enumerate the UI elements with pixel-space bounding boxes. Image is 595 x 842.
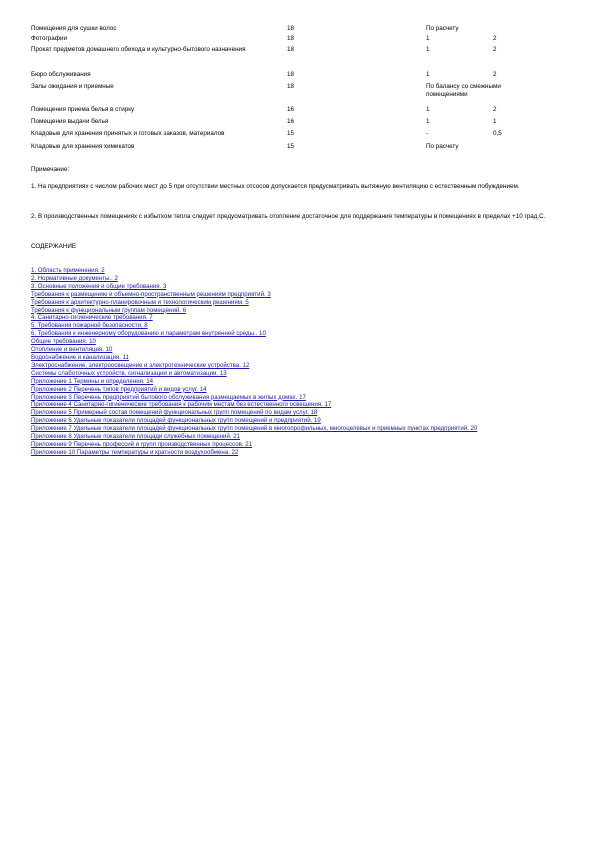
- exchange-value: 1: [426, 35, 430, 42]
- toc-link[interactable]: 3. Основные положения и общие требования. 3: [31, 282, 167, 290]
- toc-link[interactable]: Требования к архитектурно-планировочным и технологическим решениям. 5: [31, 298, 249, 306]
- exchange-value: 1: [426, 118, 430, 125]
- toc-link[interactable]: Приложение 9 Перечень профессий и групп производственных процессов. 21: [31, 440, 253, 448]
- toc-link[interactable]: Общие требования. 10: [31, 338, 96, 346]
- note-1: 1. На предприятиях с числом рабочих мест до 5 при отсутствии местных отсосов допускается предусматривать вытяжную вентиляцию с естественным побуждением.: [31, 183, 520, 190]
- toc-link[interactable]: Требования к функциональным группам помещений. 6: [31, 306, 187, 314]
- toc-heading: СОДЕРЖАНИЕ: [31, 243, 77, 250]
- room-name: Фотографии: [31, 35, 67, 42]
- toc-link[interactable]: Приложение 6 Удельные показатели площадей функциональных групп помещений и предприятий. 19: [31, 417, 321, 425]
- exchange-value: 1: [426, 71, 430, 78]
- exchange-value: По расчету: [426, 143, 459, 150]
- toc-link[interactable]: Приложение 10 Параметры температуры и кратности воздухообмена. 22: [31, 448, 239, 456]
- exchange-value-2: 2: [493, 71, 497, 78]
- temperature-value: 16: [287, 118, 295, 125]
- room-name: Прокат предметов домашнего обихода и культурно-бытового назначения: [31, 46, 246, 53]
- temperature-value: 16: [287, 106, 295, 113]
- exchange-value: По расчету: [426, 25, 459, 32]
- temperature-value: 18: [287, 35, 295, 42]
- exchange-value: 1: [426, 46, 430, 53]
- toc-link[interactable]: 4. Санитарно-гигиенические требования. 7: [31, 314, 153, 322]
- toc-link[interactable]: Приложение 3 Перечень предприятий бытового обслуживания размещаемых в жилых домах. 17: [31, 393, 306, 401]
- exchange-value: 1: [426, 106, 430, 113]
- toc-link[interactable]: 2. Нормативные документы.. 2: [31, 274, 118, 282]
- exchange-value-2: 0,5: [493, 130, 502, 137]
- temperature-value: 18: [287, 71, 295, 78]
- room-name: Бюро обслуживания: [31, 71, 91, 78]
- room-name: Помещения для сушки волос: [31, 25, 117, 32]
- temperature-value: 18: [287, 83, 295, 90]
- temperature-value: 15: [287, 130, 295, 137]
- exchange-value-2: 2: [493, 35, 497, 42]
- room-name: Кладовые для хранения химикатов: [31, 143, 135, 150]
- exchange-value-2: 2: [493, 106, 497, 113]
- temperature-value: 18: [287, 25, 295, 32]
- toc-link[interactable]: Водоснабжение и канализация. 11: [31, 353, 129, 361]
- note-2: 2. В производственных помещениях с избытком тепла следует предусматривать отопление достаточное для поддержания температуры в помещениях в пределах +10 град.С.: [31, 213, 546, 220]
- temperature-value: 18: [287, 46, 295, 53]
- toc-link[interactable]: Приложение 7 Удельные показатели площадей функциональных групп помещений в многопрофильных, многоцелевых и приемных пунктах предприятий. 20: [31, 425, 478, 433]
- toc-link[interactable]: Приложение 1 Термины и определения. 14: [31, 377, 154, 385]
- toc-link[interactable]: 1. Область применения. 2: [31, 267, 105, 274]
- temperature-value: 15: [287, 143, 295, 150]
- notes-heading: Примечание:: [31, 166, 70, 173]
- room-name: Кладовые для хранения принятых и готовых заказов, материалов: [31, 130, 225, 137]
- toc-link[interactable]: Требования к размещению и объемно-пространственным решениям предприятий. 3: [31, 290, 271, 298]
- exchange-value: -: [426, 130, 429, 137]
- toc-link[interactable]: Отопление и вентиляция. 10: [31, 346, 113, 354]
- toc-link[interactable]: Приложение 5 Примерный состав помещений функциональных групп помещений по видам услуг. 18: [31, 409, 318, 417]
- toc-link[interactable]: Электроснабжение, электроосвещение и электротехнические устройства. 12: [31, 361, 250, 369]
- room-name: Залы ожидания и приемные: [31, 83, 114, 90]
- toc-link[interactable]: Приложение 4 Санитарно-гигиенические требования к рабочим местам без естественного освещения. 17: [31, 401, 332, 409]
- exchange-value-2: 2: [493, 46, 497, 53]
- table-of-contents: [31, 267, 551, 457]
- room-name: Помещения выдачи белья: [31, 118, 109, 125]
- toc-link[interactable]: Приложение 2 Перечень типов предприятий и видов услуг. 14: [31, 385, 207, 393]
- exchange-value: По балансу со смежными помещениями: [426, 83, 501, 98]
- toc-link[interactable]: 6. Требования к инженерному оборудованию и параметрам внутренней среды.. 10: [31, 330, 266, 338]
- exchange-value-2: 1: [493, 118, 497, 125]
- room-name: Помещения приема белья в стирку: [31, 106, 135, 113]
- toc-link[interactable]: 5. Требования пожарной безопасности. 8: [31, 322, 148, 330]
- toc-link[interactable]: Приложение 8 Удельные показатели площади служебных помещений. 21: [31, 433, 241, 441]
- toc-link[interactable]: Системы слаботочных устройств, сигнализации и автоматизации. 13: [31, 369, 227, 377]
